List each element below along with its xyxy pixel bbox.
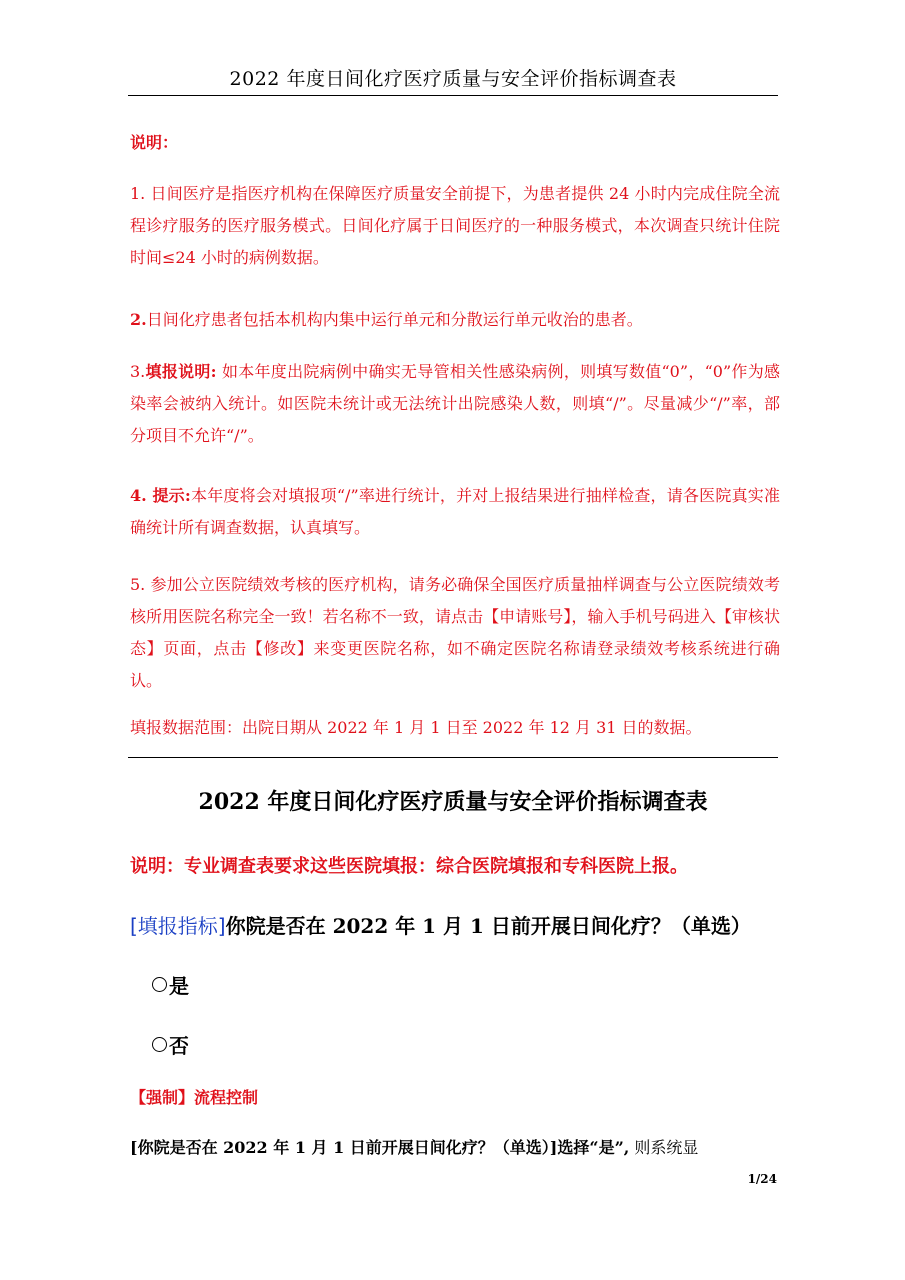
notes-label: 说明： <box>130 133 179 152</box>
note-item-2-number: 2. <box>130 310 147 329</box>
note-item-3-text: 如本年度出院病例中确实无导管相关性感染病例，则填写数值“0”，“0”作为感染率会被纳入统计。如医院未统计或无法统计出院感染人数，则填“/”。尽量减少“/”率，部分项目不允许“/”。 <box>130 362 780 445</box>
option-yes-label: 是 <box>169 974 189 998</box>
flow-control-condition: [你院是否在 2022 年 1 月 1 日前开展日间化疗？（单选）]选择“是”, <box>130 1138 630 1157</box>
flow-control-text <box>130 1135 790 1158</box>
note-item-4-heading: 4. 提示: <box>130 486 191 505</box>
option-yes[interactable] <box>152 970 189 999</box>
section-divider <box>128 757 778 758</box>
note-item-2 <box>130 304 780 336</box>
option-no-label: 否 <box>169 1034 189 1058</box>
header-divider <box>128 95 778 96</box>
date-range-note: 填报数据范围：出院日期从 2022 年 1 月 1 日至 2022 年 12 月 31 日的数据。 <box>130 718 702 737</box>
flow-control-label: 【强制】流程控制 <box>130 1088 259 1107</box>
note-item-3-number: 3. <box>130 362 146 381</box>
radio-circle-icon[interactable] <box>152 977 167 992</box>
note-item-2-text: 日间化疗患者包括本机构内集中运行单元和分散运行单元收治的患者。 <box>146 310 643 329</box>
flow-control-result: 则系统显 <box>629 1138 699 1157</box>
note-item-5: 5. 参加公立医院绩效考核的医疗机构，请务必确保全国医疗质量抽样调查与公立医院绩效考核所用医院名称完全一致！若名称不一致，请点击【申请账号】，输入手机号码进入【审核状态】页面，点击【修改】来变更医院名称，如不确定医院名称请登录绩效考核系统进行确认。 <box>130 575 780 690</box>
survey-title: 2022 年度日间化疗医疗质量与安全评价指标调查表 <box>198 789 708 815</box>
note-item-1: 1. 日间医疗是指医疗机构在保障医疗质量安全前提下，为患者提供 24 小时内完成住院全流程诊疗服务的医疗服务模式。日间化疗属于日间医疗的一种服务模式，本次调查只统计住院时间≤24 小时的病例数据。 <box>130 184 780 267</box>
question-text: 你院是否在 2022 年 1 月 1 日前开展日间化疗？（单选） <box>225 914 751 938</box>
survey-note: 说明：专业调查表要求这些医院填报：综合医院填报和专科医院上报。 <box>130 856 688 877</box>
note-item-3-heading: 填报说明: <box>145 362 217 381</box>
note-item-4 <box>130 480 780 544</box>
note-item-4-text: 本年度将会对填报项“/”率进行统计，并对上报结果进行抽样检查，请各医院真实准确统计所有调查数据，认真填写。 <box>130 486 780 537</box>
note-item-3 <box>130 356 780 452</box>
option-no[interactable] <box>152 1030 189 1059</box>
question-tag: [填报指标] <box>130 914 226 938</box>
radio-circle-icon[interactable] <box>152 1037 167 1052</box>
page-header-title: 2022 年度日间化疗医疗质量与安全评价指标调查表 <box>229 68 677 90</box>
page-number: 1/24 <box>747 1172 777 1186</box>
question-1 <box>130 910 751 939</box>
